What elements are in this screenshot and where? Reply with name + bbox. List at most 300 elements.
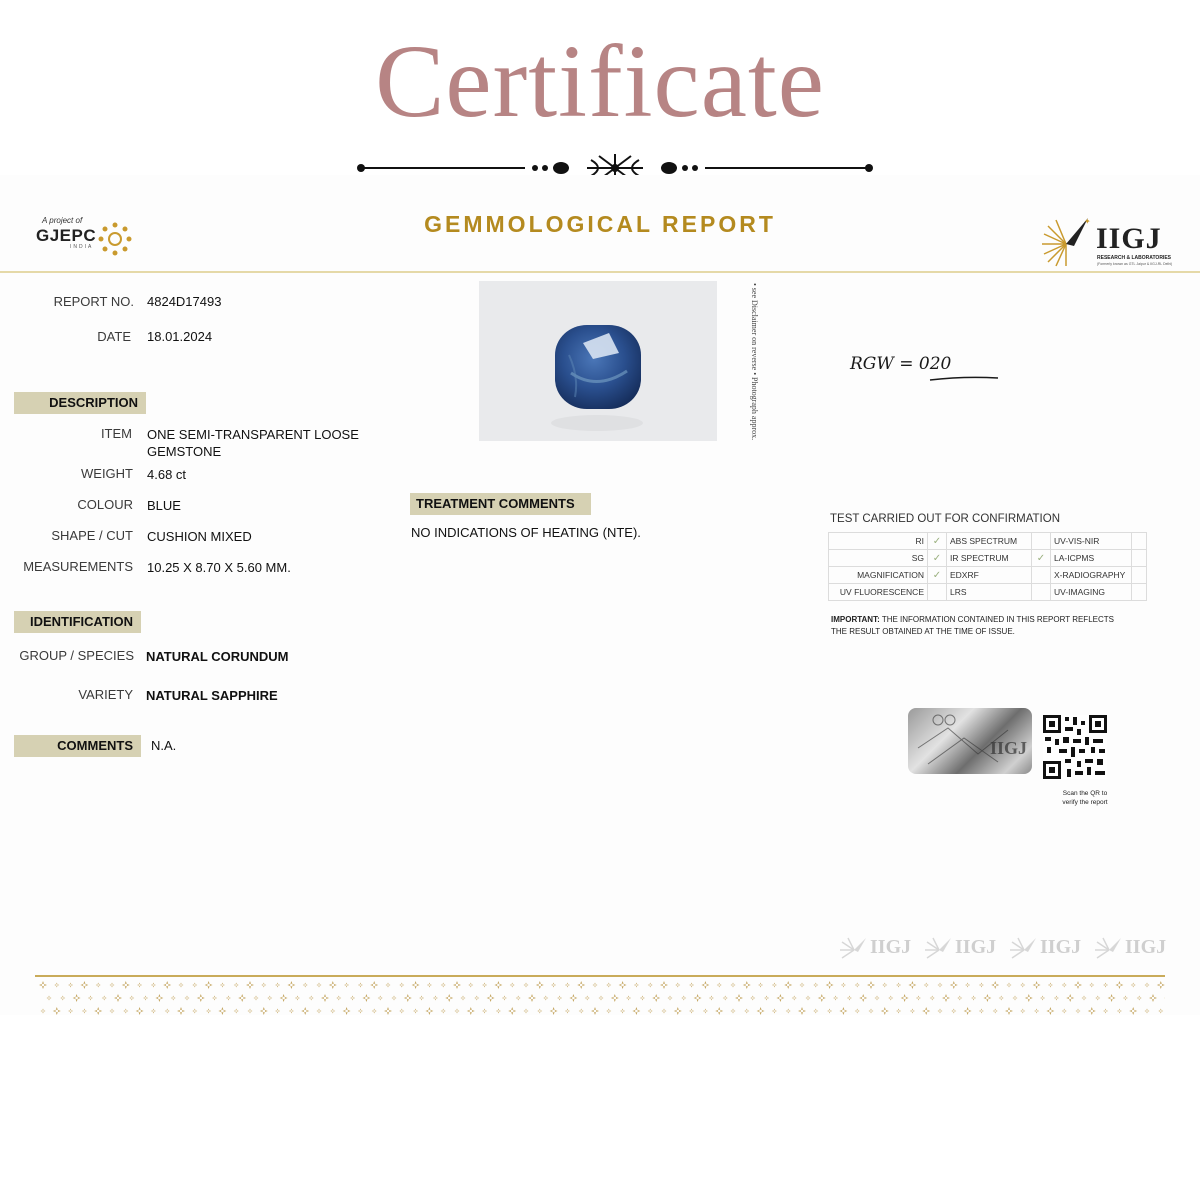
star-mark <box>136 1007 144 1015</box>
iigj-watermark-text: IIGJ <box>955 936 997 958</box>
test-name: ABS SPECTRUM <box>947 533 1032 550</box>
star-mark <box>510 983 515 988</box>
star-mark <box>220 983 225 988</box>
star-mark <box>110 983 115 988</box>
footer-star-pattern <box>35 979 1165 1019</box>
star-mark <box>68 983 73 988</box>
star-mark <box>330 1009 335 1014</box>
table-row <box>829 533 1147 550</box>
star-mark <box>122 981 130 989</box>
star-mark <box>772 983 777 988</box>
iigj-watermark-text: IIGJ <box>870 936 912 958</box>
star-mark <box>717 983 722 988</box>
weight-value: 4.68 ct <box>147 467 187 482</box>
star-mark <box>964 1007 972 1015</box>
star-mark <box>1033 981 1041 989</box>
handwritten-note: RGW = 020 <box>850 354 952 374</box>
star-mark <box>648 1009 653 1014</box>
star-mark <box>723 996 728 1001</box>
star-mark <box>750 996 755 1001</box>
star-mark <box>419 996 424 1001</box>
star-mark <box>413 1009 418 1014</box>
star-mark <box>979 1009 984 1014</box>
header-rule <box>0 271 1200 273</box>
star-mark <box>309 996 314 1001</box>
star-mark <box>137 983 142 988</box>
star-mark <box>859 994 867 1002</box>
star-mark <box>295 996 300 1001</box>
star-mark <box>205 981 213 989</box>
identification-heading: IDENTIFICATION <box>14 611 141 633</box>
photo-disclaimer: • see Disclaimer on reverse • Photograph approx. <box>750 283 759 441</box>
star-mark <box>123 1009 128 1014</box>
star-mark <box>179 983 184 988</box>
tests-table <box>828 532 1147 601</box>
star-mark <box>662 1009 667 1014</box>
star-mark <box>68 1009 73 1014</box>
test-name: X-RADIOGRAPHY <box>1051 567 1132 584</box>
star-mark <box>433 996 438 1001</box>
star-mark <box>1005 1007 1013 1015</box>
star-mark <box>1034 1009 1039 1014</box>
star-mark <box>474 996 479 1001</box>
star-mark <box>910 1009 915 1014</box>
star-mark <box>404 994 412 1002</box>
star-mark <box>606 1009 611 1014</box>
star-mark <box>289 1009 294 1014</box>
shape-value: CUSHION MIXED <box>147 529 252 544</box>
star-mark <box>1158 1009 1163 1014</box>
star-mark <box>41 1009 46 1014</box>
star-mark <box>412 981 420 989</box>
measurements-value: 10.25 X 8.70 X 5.60 MM. <box>147 560 291 575</box>
star-mark <box>275 1009 280 1014</box>
star-mark <box>593 983 598 988</box>
star-mark <box>993 1009 998 1014</box>
star-mark <box>668 996 673 1001</box>
star-mark <box>301 1007 309 1015</box>
qr-caption <box>1050 789 1120 807</box>
star-mark <box>487 994 495 1002</box>
star-mark <box>453 981 461 989</box>
star-mark <box>1066 994 1074 1002</box>
star-mark <box>591 1007 599 1015</box>
item-value-line2: GEMSTONE <box>147 444 222 459</box>
star-mark <box>53 1007 61 1015</box>
star-mark <box>537 1009 542 1014</box>
star-mark <box>441 1009 446 1014</box>
star-mark <box>399 983 404 988</box>
star-mark <box>155 994 163 1002</box>
test-name: MAGNIFICATION <box>829 567 928 584</box>
star-mark <box>234 1009 239 1014</box>
iigj-watermark <box>923 936 1001 962</box>
star-mark <box>1082 996 1087 1001</box>
star-mark <box>468 983 473 988</box>
star-mark <box>110 1009 115 1014</box>
star-mark <box>565 1009 570 1014</box>
iigj-watermark-icon <box>1093 936 1123 962</box>
table-row <box>829 584 1147 601</box>
test-name: UV-VIS-NIR <box>1051 533 1132 550</box>
star-mark <box>455 1009 460 1014</box>
star-mark <box>197 994 205 1002</box>
gemstone-photo <box>479 281 717 441</box>
star-mark <box>599 996 604 1001</box>
gjepc-tagline: A project of <box>42 216 83 225</box>
star-mark <box>908 981 916 989</box>
star-mark <box>701 981 709 989</box>
star-mark <box>565 983 570 988</box>
qr-code-icon[interactable] <box>1043 715 1107 779</box>
star-mark <box>626 996 631 1001</box>
star-mark <box>689 1009 694 1014</box>
star-mark <box>303 983 308 988</box>
variety-value: NATURAL SAPPHIRE <box>146 688 278 703</box>
shape-label: SHAPE / CUT <box>51 528 133 543</box>
star-mark <box>39 981 47 989</box>
hologram-seal <box>908 708 1032 774</box>
star-mark <box>1013 996 1018 1001</box>
star-mark <box>681 996 686 1001</box>
star-mark <box>569 994 577 1002</box>
star-mark <box>372 1009 377 1014</box>
star-mark <box>689 983 694 988</box>
star-mark <box>634 983 639 988</box>
star-mark <box>620 1009 625 1014</box>
svg-text:✦: ✦ <box>1084 217 1091 226</box>
star-mark <box>143 996 148 1001</box>
qr-caption-line1: Scan the QR to <box>1062 790 1108 797</box>
iigj-watermark-icon <box>838 936 868 962</box>
comments-value: N.A. <box>151 738 177 753</box>
star-mark <box>806 996 811 1001</box>
star-mark <box>1062 983 1067 988</box>
star-mark <box>1040 996 1045 1001</box>
star-mark <box>1108 994 1116 1002</box>
star-mark <box>1145 983 1150 988</box>
species-value: NATURAL CORUNDUM <box>146 649 289 664</box>
star-mark <box>827 1009 832 1014</box>
important-label: IMPORTANT: <box>831 615 880 624</box>
report-number: 4824D17493 <box>147 294 222 309</box>
star-mark <box>171 996 176 1001</box>
star-mark <box>60 996 65 1001</box>
star-mark <box>950 981 958 989</box>
star-mark <box>1131 983 1136 988</box>
star-mark <box>901 994 909 1002</box>
star-mark <box>358 1009 363 1014</box>
star-mark <box>226 996 231 1001</box>
star-mark <box>867 981 875 989</box>
star-mark <box>129 996 134 1001</box>
star-mark <box>792 996 797 1001</box>
star-mark <box>869 1009 874 1014</box>
star-mark <box>786 1009 791 1014</box>
star-mark <box>96 983 101 988</box>
description-heading: DESCRIPTION <box>14 392 146 414</box>
star-mark <box>1025 994 1033 1002</box>
check-cell <box>1132 533 1147 550</box>
star-mark <box>694 994 702 1002</box>
star-mark <box>776 994 784 1002</box>
variety-label: VARIETY <box>78 687 133 702</box>
iigj-logo-subtitle: RESEARCH & LABORATORIES <box>1097 255 1171 261</box>
star-mark <box>855 1009 860 1014</box>
star-mark <box>425 1007 433 1015</box>
star-mark <box>524 1009 529 1014</box>
star-mark <box>715 1007 723 1015</box>
star-mark <box>1020 983 1025 988</box>
star-mark <box>399 1009 404 1014</box>
star-mark <box>386 983 391 988</box>
iigj-watermark-text: IIGJ <box>1125 936 1167 958</box>
test-name: LRS <box>947 584 1032 601</box>
star-mark <box>54 983 59 988</box>
star-mark <box>384 1007 392 1015</box>
star-mark <box>881 1007 889 1015</box>
footer-rule <box>35 975 1165 977</box>
star-mark <box>652 994 660 1002</box>
star-mark <box>378 996 383 1001</box>
treatment-value: NO INDICATIONS OF HEATING (NTE). <box>411 525 641 540</box>
note-underline <box>928 374 1000 384</box>
star-mark <box>709 996 714 1001</box>
star-mark <box>427 983 432 988</box>
star-mark <box>735 994 743 1002</box>
iigj-watermark <box>838 936 916 962</box>
star-mark <box>508 1007 516 1015</box>
check-icon <box>928 584 947 601</box>
star-mark <box>280 994 288 1002</box>
test-name: RI <box>829 533 928 550</box>
star-mark <box>731 1009 736 1014</box>
star-mark <box>1145 1009 1150 1014</box>
star-mark <box>336 996 341 1001</box>
item-label: ITEM <box>100 426 132 441</box>
star-mark <box>362 994 370 1002</box>
star-mark <box>238 994 246 1002</box>
star-mark <box>991 981 999 989</box>
star-mark <box>47 996 52 1001</box>
star-mark <box>999 996 1004 1001</box>
svg-text:IIGJ: IIGJ <box>990 738 1028 758</box>
star-mark <box>248 1009 253 1014</box>
star-mark <box>585 996 590 1001</box>
star-mark <box>467 1007 475 1015</box>
star-mark <box>246 981 254 989</box>
table-row <box>829 567 1147 584</box>
star-mark <box>813 983 818 988</box>
star-mark <box>1007 983 1012 988</box>
iigj-watermark-text: IIGJ <box>1040 936 1082 958</box>
star-mark <box>317 1009 322 1014</box>
check-icon: ✓ <box>928 567 947 584</box>
check-icon: ✓ <box>1032 550 1051 567</box>
report-number-label: REPORT NO. <box>53 294 134 309</box>
star-mark <box>896 1009 901 1014</box>
star-mark <box>321 994 329 1002</box>
star-mark <box>343 1007 351 1015</box>
check-icon: ✓ <box>928 533 947 550</box>
star-mark <box>855 983 860 988</box>
star-mark <box>916 996 921 1001</box>
star-mark <box>979 983 984 988</box>
star-mark <box>951 1009 956 1014</box>
star-mark <box>957 996 962 1001</box>
star-mark <box>151 983 156 988</box>
check-cell <box>1132 550 1147 567</box>
star-mark <box>930 996 935 1001</box>
star-mark <box>482 983 487 988</box>
iigj-logo-note: (Formerly known as GTL Jaipur & IIGJ-RL Delhi) <box>1097 262 1173 266</box>
star-mark <box>703 1009 708 1014</box>
star-mark <box>218 1007 226 1015</box>
star-mark <box>1054 996 1059 1001</box>
star-mark <box>743 981 751 989</box>
important-notice <box>831 614 1131 638</box>
star-mark <box>1020 1009 1025 1014</box>
star-mark <box>1046 1007 1054 1015</box>
star-mark <box>317 983 322 988</box>
iigj-watermark-icon <box>1008 936 1038 962</box>
star-mark <box>1103 983 1108 988</box>
star-mark <box>82 1009 87 1014</box>
star-mark <box>896 983 901 988</box>
check-cell <box>1132 584 1147 601</box>
iigj-watermark <box>1008 936 1086 962</box>
star-mark <box>640 996 645 1001</box>
report-date: 18.01.2024 <box>147 329 213 344</box>
star-mark <box>1103 1009 1108 1014</box>
star-mark <box>1088 1007 1096 1015</box>
star-mark <box>528 994 536 1002</box>
star-mark <box>151 1009 156 1014</box>
date-label: DATE <box>97 329 131 344</box>
star-mark <box>165 1009 170 1014</box>
test-name: LA-ICPMS <box>1051 550 1132 567</box>
important-text: THE INFORMATION CONTAINED IN THIS REPORT REFLECTS THE RESULT OBTAINED AT THE TIME OF ISSUE. <box>831 615 1114 636</box>
star-mark <box>550 1007 558 1015</box>
star-mark <box>784 981 792 989</box>
star-mark <box>818 994 826 1002</box>
report-title: GEMMOLOGICAL REPORT <box>424 211 776 237</box>
sapphire-gem-icon <box>479 281 717 441</box>
species-label: GROUP / SPECIES <box>19 648 134 663</box>
star-mark <box>798 1007 806 1015</box>
star-mark <box>938 1009 943 1014</box>
check-icon: ✓ <box>928 550 947 567</box>
star-mark <box>839 1007 847 1015</box>
star-mark <box>579 1009 584 1014</box>
star-mark <box>833 996 838 1001</box>
star-mark <box>80 981 88 989</box>
certificate-headline: Certificate <box>375 24 825 139</box>
star-mark <box>496 1009 501 1014</box>
star-mark <box>772 1009 777 1014</box>
gjepc-logo-text: GJEPC <box>36 226 97 245</box>
star-mark <box>445 994 453 1002</box>
table-row <box>829 550 1147 567</box>
qr-caption-line2: verify the report <box>1062 799 1108 806</box>
star-mark <box>254 996 259 1001</box>
check-icon <box>1032 584 1051 601</box>
star-mark <box>358 983 363 988</box>
star-mark <box>674 1007 682 1015</box>
test-name: SG <box>829 550 928 567</box>
star-mark <box>983 994 991 1002</box>
star-mark <box>675 983 680 988</box>
star-mark <box>192 1009 197 1014</box>
star-mark <box>260 1007 268 1015</box>
star-mark <box>971 996 976 1001</box>
gjepc-country: INDIA <box>70 244 94 250</box>
star-mark <box>1074 981 1082 989</box>
star-mark <box>94 1007 102 1015</box>
star-mark <box>1117 1009 1122 1014</box>
star-mark <box>1129 1007 1137 1015</box>
star-mark <box>924 983 929 988</box>
star-mark <box>392 996 397 1001</box>
star-mark <box>888 996 893 1001</box>
star-mark <box>1076 1009 1081 1014</box>
star-mark <box>192 983 197 988</box>
star-mark <box>965 983 970 988</box>
star-mark <box>206 1009 211 1014</box>
star-mark <box>1157 981 1165 989</box>
colour-label: COLOUR <box>77 497 133 512</box>
star-mark <box>516 996 521 1001</box>
star-mark <box>611 994 619 1002</box>
star-mark <box>461 996 466 1001</box>
star-mark <box>1137 996 1142 1001</box>
test-name: EDXRF <box>947 567 1032 584</box>
star-mark <box>536 981 544 989</box>
star-mark <box>841 983 846 988</box>
treatment-heading: TREATMENT COMMENTS <box>410 493 591 515</box>
star-mark <box>1123 996 1128 1001</box>
star-mark <box>764 996 769 1001</box>
star-mark <box>826 981 834 989</box>
star-mark <box>287 981 295 989</box>
star-mark <box>344 983 349 988</box>
star-mark <box>1115 981 1123 989</box>
star-mark <box>275 983 280 988</box>
test-name: UV-IMAGING <box>1051 584 1132 601</box>
star-mark <box>212 996 217 1001</box>
star-mark <box>329 981 337 989</box>
weight-label: WEIGHT <box>81 466 133 481</box>
star-mark <box>847 996 852 1001</box>
star-mark <box>88 996 93 1001</box>
star-mark <box>942 994 950 1002</box>
colour-value: BLUE <box>147 498 181 513</box>
measurements-label: MEASUREMENTS <box>23 559 133 574</box>
iigj-logo-text: IIGJ <box>1096 222 1162 255</box>
star-mark <box>185 996 190 1001</box>
item-value-line1: ONE SEMI-TRANSPARENT LOOSE <box>147 427 359 442</box>
iigj-star-icon <box>1040 216 1094 268</box>
star-mark <box>882 983 887 988</box>
iigj-watermark-icon <box>923 936 953 962</box>
star-mark <box>494 981 502 989</box>
star-mark <box>350 996 355 1001</box>
star-mark <box>922 1007 930 1015</box>
hologram-pattern-icon <box>908 708 1032 774</box>
check-icon <box>1032 533 1051 550</box>
star-mark <box>632 1007 640 1015</box>
star-mark <box>648 983 653 988</box>
